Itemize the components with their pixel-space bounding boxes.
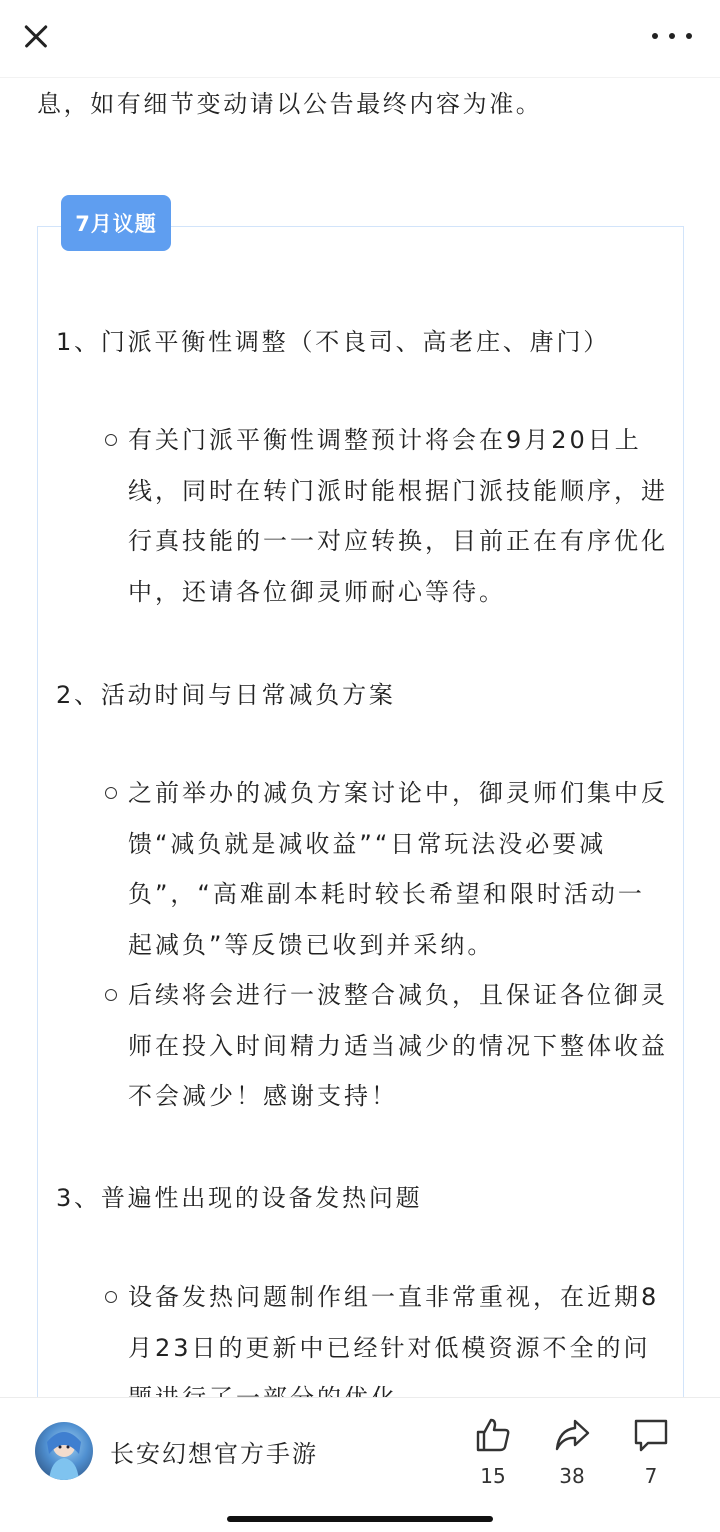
section-3-bullet-1: 设备发热问题制作组一直非常重视，在近期8月23日的更新中已经针对低模资源不全的问 <box>128 1283 660 1362</box>
top-bar <box>0 0 720 78</box>
intro-text: 息，如有细节变动请以公告最终内容为准。 <box>37 90 543 118</box>
author-name[interactable]: 长安幻想官方手游 <box>110 1440 318 1468</box>
section-2-bullet-1: 之前举办的减负方案讨论中，御灵师们集中反馈“减负就是减收益”“日常玩法没必要减负”，“高难副本耗时较长希望和限时活动一起减负”等反馈已收到并采纳。 <box>128 779 668 959</box>
comment-icon <box>632 1416 670 1454</box>
author-avatar[interactable] <box>35 1422 93 1480</box>
avatar-image <box>35 1422 93 1480</box>
bullet-circle-icon <box>105 787 117 799</box>
share-button[interactable] <box>542 1416 602 1488</box>
section-2-bullet-2: 后续将会进行一波整合减负，且保证各位御灵师在投入时间精力适当减少的情况下整体收益不会减少！感谢支持！ <box>128 981 668 1110</box>
like-icon <box>474 1416 512 1454</box>
bullet-circle-icon <box>105 434 117 446</box>
like-count: 15 <box>480 1464 506 1488</box>
close-icon[interactable] <box>16 16 56 56</box>
bullet-circle-icon <box>105 1291 117 1303</box>
share-icon <box>553 1416 591 1454</box>
comment-button[interactable] <box>621 1416 681 1488</box>
comment-count: 7 <box>644 1464 658 1488</box>
bullet-circle-icon <box>105 989 117 1001</box>
month-tag: 7月议题 <box>61 195 171 251</box>
bottom-bar <box>0 1397 720 1532</box>
home-indicator <box>227 1516 493 1522</box>
section-1-bullet-1: 有关门派平衡性调整预计将会在9月20日上线，同时在转门派时能根据门派技能顺序，进行真技能的一一对应转换，目前正在有序优化中，还请各位御灵师耐心等待。 <box>128 426 668 606</box>
like-button[interactable] <box>463 1416 523 1488</box>
section-title-2: 2、活动时间与日常减负方案 <box>56 681 396 709</box>
share-count: 38 <box>559 1464 585 1488</box>
section-title-1: 1、门派平衡性调整（不良司、高老庄、唐门） <box>56 328 611 356</box>
more-icon[interactable] <box>652 24 692 48</box>
section-title-3: 3、普遍性出现的设备发热问题 <box>56 1184 423 1212</box>
